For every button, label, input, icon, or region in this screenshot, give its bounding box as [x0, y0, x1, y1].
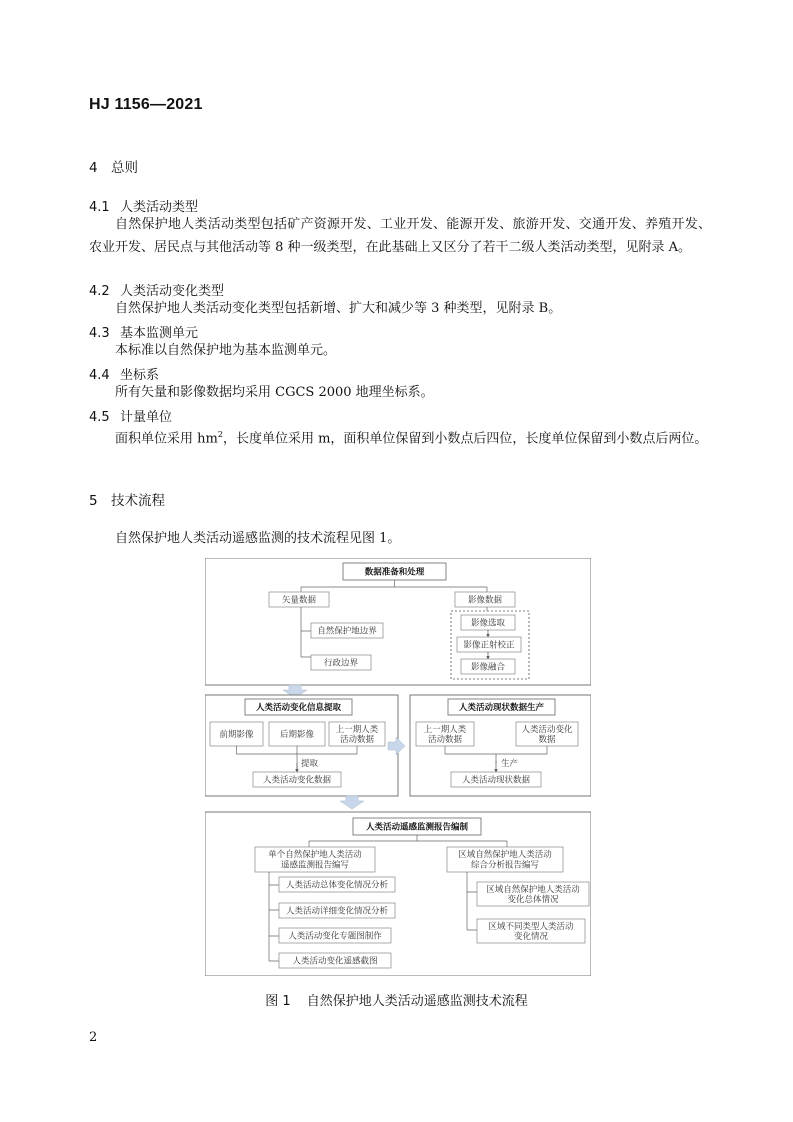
section-4-4-heading: 4.4 坐标系: [89, 368, 160, 383]
single-report-label-1: 单个自然保护地人类活动: [268, 850, 362, 860]
flowchart-figure: [205, 558, 591, 976]
single-item-2-label: 人类活动详细变化情况分析: [285, 906, 389, 917]
section-4-1-body: 自然保护地人类活动类型包括矿产资源开发、工业开发、能源开发、旅游开发、交通开发、养殖开发、农业开发、居民点与其他活动等 8 种一级类型，在此基础上又区分了若干二级人类活动类型，见附录 A。: [89, 217, 711, 255]
figure-caption: 图 1 自然保护地人类活动遥感监测技术流程: [265, 994, 528, 1009]
panel-4-title: 人类活动遥感监测报告编制: [365, 822, 469, 833]
last-activity-data-label-1: 上一期人类: [335, 725, 379, 735]
image-select-label: 影像选取: [470, 618, 506, 629]
panel-3-title: 人类活动现状数据生产: [458, 703, 545, 713]
section-4-3-body: 本标准以自然保护地为基本监测单元。: [115, 343, 337, 358]
section-4-heading: 4 总则: [89, 160, 138, 176]
earlier-image-label: 前期影像: [219, 730, 254, 740]
extract-label: 提取: [301, 759, 319, 769]
down-arrow-icon: [340, 796, 364, 809]
reserve-boundary-label: 自然保护地边界: [317, 626, 377, 637]
section-4-1-heading: 4.1 人类活动类型: [89, 200, 199, 215]
image-fusion-label: 影像融合: [470, 662, 506, 673]
single-item-3-label: 人类活动变化专题图制作: [288, 931, 382, 942]
document-header: HJ 1156—2021: [89, 96, 203, 113]
region-item-1-label-2: 变化总体情况: [507, 895, 559, 905]
section-4-4-body: 所有矢量和影像数据均采用 CGCS 2000 地理坐标系。: [115, 385, 434, 400]
produce-label: 生产: [501, 759, 519, 769]
p3-change-data-label-1: 人类活动变化: [521, 725, 573, 735]
admin-boundary-label: 行政边界: [323, 658, 359, 669]
page-number: 2: [89, 1030, 98, 1045]
section-5-heading: 5 技术流程: [89, 493, 165, 509]
panel-2-title: 人类活动变化信息提取: [255, 703, 342, 713]
section-4-2-heading: 4.2 人类活动变化类型: [89, 284, 225, 299]
p3-last-activity-label-2: 活动数据: [427, 735, 463, 745]
single-report-label-2: 遥感监测报告编写: [280, 860, 350, 871]
section-4-5-body: 面积单位采用 $hm^2$，长度单位采用 m，面积单位保留到小数点后四位，长度单位保留到小数点后两位。: [115, 430, 708, 447]
section-5-body: 自然保护地人类活动遥感监测的技术流程见图 1。: [115, 531, 401, 546]
last-activity-data-label-2: 活动数据: [339, 735, 375, 745]
region-item-1-label-1: 区域自然保护地人类活动: [486, 885, 580, 895]
single-item-1-label: 人类活动总体变化情况分析: [285, 880, 389, 891]
later-image-label: 后期影像: [279, 730, 315, 740]
ortho-correction-label: 影像正射校正: [463, 640, 515, 651]
section-4-5-heading: 4.5 计量单位: [89, 410, 173, 425]
single-item-4-label: 人类活动变化遥感截图: [292, 956, 378, 967]
change-data-label: 人类活动变化数据: [262, 775, 332, 786]
region-item-2-label-2: 变化情况: [513, 932, 549, 942]
section-4-2-body: 自然保护地人类活动变化类型包括新增、扩大和减少等 3 种类型，见附录 B。: [115, 301, 562, 316]
image-data-label: 影像数据: [467, 595, 503, 606]
p3-change-data-label-2: 数据: [538, 735, 556, 745]
panel-1-title: 数据准备和处理: [364, 567, 425, 578]
region-report-label-1: 区域自然保护地人类活动: [458, 850, 552, 860]
region-item-2-label-1: 区域不同类型人类活动: [488, 922, 574, 932]
region-report-label-2: 综合分析报告编写: [470, 860, 540, 871]
p3-last-activity-label-1: 上一期人类: [423, 725, 467, 735]
status-data-label: 人类活动现状数据: [461, 775, 531, 786]
section-4-3-heading: 4.3 基本监测单元: [89, 326, 199, 341]
vector-data-label: 矢量数据: [281, 595, 317, 606]
